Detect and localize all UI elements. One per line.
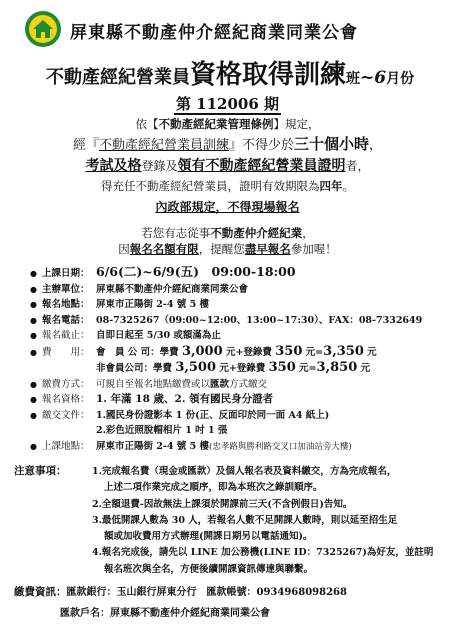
title-part-5: 月份 — [386, 71, 415, 87]
issue-number: 第 112006 期 — [175, 95, 280, 113]
bullet-icon: ● — [30, 331, 37, 340]
bullet-icon: ● — [30, 269, 37, 278]
bullet-icon: ● — [30, 395, 37, 404]
bullet-icon: ● — [30, 284, 37, 294]
detail-fee-member: ● 費 用： 會 員 公 司：學費 3,000 元+登錄費 350 元=3,350 元 — [30, 343, 377, 359]
association-logo-icon — [24, 10, 62, 48]
intro-line-4: 得充任不動產經紀營業員，證明有效期限為四年。 — [101, 179, 354, 193]
title-part-1: 不動產經紀營業員 — [46, 67, 190, 88]
detail-documents-2: 2.彩色近照脫帽相片 1 吋 1 張 — [96, 425, 228, 436]
detail-qualification: ● 報名資格： 1. 年滿 18 歲、2. 領有國民身分證者 — [30, 392, 440, 408]
intro-line-1: 依【不動產經紀業管理條例】規定， — [135, 117, 320, 131]
note-2: 2.全額退費-因故無法上課須於開課前三天(不含例假日)告知。 — [92, 498, 353, 510]
course-title — [46, 54, 414, 91]
payment-account: 匯款戶名：屏東縣不動產仲介經紀商業同業公會 — [60, 608, 270, 619]
title-part-4: ~6 — [360, 68, 387, 88]
note-4-cont: 報名班次與全名，方便後續開課資訊傳達與聯繫。 — [104, 563, 314, 575]
intro-line-7: 因報名名額有限，提醒您盡早報名參加喔！ — [118, 242, 337, 256]
intro-line-3: 考試及格登錄及領有不動產經紀營業員證明者， — [85, 158, 370, 174]
intro-line-6: 若您有志從事不動產仲介經紀業， — [141, 226, 314, 240]
intro-line-2: 經『不動產經紀營業員訓練』不得少於三十個小時， — [72, 135, 383, 153]
org-name: 屏東縣不動產仲介經紀商業同業公會 — [70, 23, 358, 43]
bullet-icon: ● — [30, 300, 37, 309]
detail-payment-method: ● 繳費方式： 可親自至報名地點繳費或以匯款方式繳交 — [30, 377, 440, 393]
bullet-icon: ● — [30, 347, 37, 357]
payment-heading: 繳費資訊： — [14, 586, 67, 598]
detail-venue: ● 報名地點： 屏東市正陽街 2-4 號 5 樓 — [30, 297, 440, 313]
title-part-2: 資格取得訓練 — [190, 60, 347, 90]
detail-host: ● 主辦單位： 屏東縣不動產仲介經紀商業同業公會 — [30, 282, 440, 298]
bullet-icon: ● — [30, 379, 37, 389]
title-part-3: 班 — [346, 71, 361, 87]
note-4: 4.報名完成後，請先以 LINE 加公務機(LINE ID：7325267)為好友，並註明 — [92, 547, 434, 559]
detail-deadline: ● 報名截止： 自即日起至 5/30 或額滿為止 — [30, 328, 440, 344]
detail-phone: ● 報名電話： 08-7325267（09:00~12:00、13:00~17:30）、FAX：08-7332649 — [30, 313, 440, 329]
bullet-icon: ● — [30, 315, 37, 325]
course-details — [30, 264, 440, 455]
bullet-icon: ● — [30, 441, 37, 451]
payment-bank: 繳費資訊：匯款銀行：玉山銀行屏東分行 匯款帳號：0934968098268 — [14, 586, 347, 598]
detail-class-location: ● 上課地點： 屏東市正陽街 2-4 號 5 樓(忠孝路與勝利路交叉口加油站旁大樓) — [30, 439, 440, 456]
bullet-icon: ● — [30, 410, 37, 420]
notes-section — [14, 463, 444, 578]
detail-fee-nonmember: 非會員公司：學費 3,500 元+登錄費 350 元=3,850 元 — [96, 360, 371, 375]
note-1-cont: 上述二項作業完成之順序，即為本班次之錄訓順序。 — [104, 482, 323, 494]
detail-documents: ● 繳交文件： 1.國民身份證影本 1 份(正、反面印於同一面 A4 紙上) — [30, 408, 440, 424]
note-1: 注意事項： 1.完成報名費（現金或匯款）及個人報名表及資料繳交，方為完成報名， — [14, 463, 444, 480]
registration-rule: 內政部規定，不得現場報名 — [155, 200, 300, 214]
notes-heading: 注意事項： — [14, 465, 67, 477]
detail-date: ● 上課日期： 6/6(二)~6/9(五) 09:00-18:00 — [30, 264, 440, 282]
note-3-cont: 額或加收費用方式辦理(開課日期另以電話通知)。 — [104, 531, 313, 543]
payment-info — [14, 582, 444, 624]
note-3: 3.最低開課人數為 30 人，若報名人數不足開課人數時，則以延至招生足 — [92, 514, 398, 526]
